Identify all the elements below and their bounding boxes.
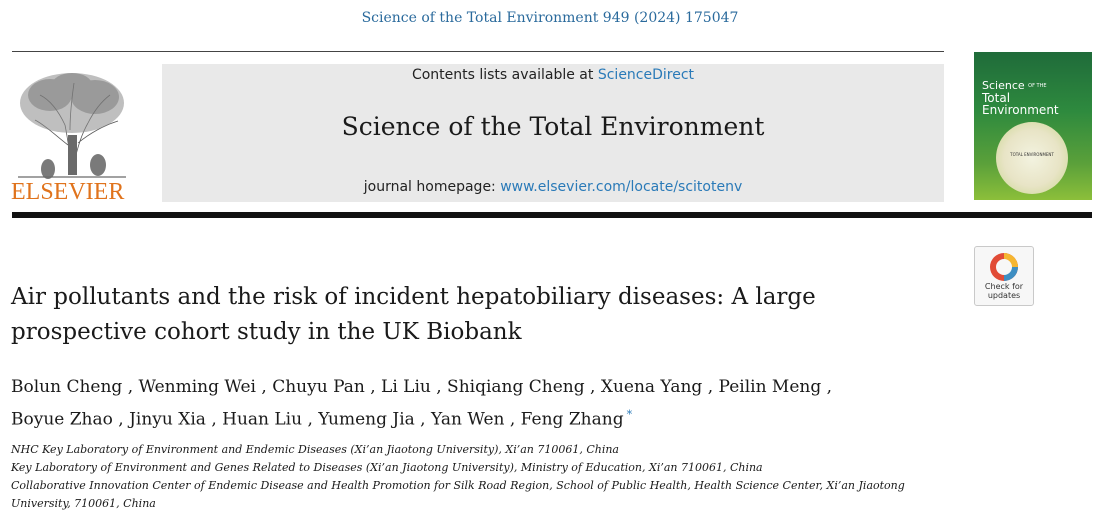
contents-prefix: Contents lists available at xyxy=(411,67,594,83)
cover-title xyxy=(982,80,1088,116)
check-updates-line1: Check for xyxy=(984,282,1024,291)
contents-availability xyxy=(162,67,944,83)
affiliations xyxy=(11,441,951,513)
check-updates-line2: updates xyxy=(987,291,1021,300)
homepage-prefix: journal homepage: xyxy=(363,179,496,195)
journal-homepage xyxy=(162,179,944,195)
check-for-updates-button[interactable] xyxy=(974,246,1034,306)
journal-title[interactable]: Science of the Total Environment xyxy=(341,112,765,141)
cover-title-line2: Total Environment xyxy=(982,91,1059,117)
authors-line-2 xyxy=(11,401,951,434)
cover-title-line1: Science xyxy=(982,79,1025,92)
journal-masthead xyxy=(162,64,944,202)
article-title: Air pollutants and the risk of incident hepatobiliary diseases: A large prospective cohort study in the UK Biobank xyxy=(11,284,816,345)
elsevier-wordmark[interactable]: ELSEVIER xyxy=(11,179,125,205)
top-divider xyxy=(12,51,944,52)
journal-cover-image[interactable] xyxy=(974,52,1092,200)
journal-reference[interactable]: Science of the Total Environment 949 (2024) 175047 xyxy=(361,10,739,26)
affiliation-3: Collaborative Innovation Center of Endemic Disease and Health Promotion for Silk Road Region, School of Public Health, Health Science Center, Xi’an Jiaotong University, 710061, China xyxy=(11,479,905,510)
corresponding-author-mark[interactable]: * xyxy=(626,408,633,421)
check-updates-label xyxy=(975,282,1033,300)
cover-emblem-label: TOTAL ENVIRONMENT xyxy=(1010,152,1054,157)
header-divider xyxy=(12,212,1092,218)
sciencedirect-link[interactable]: ScienceDirect xyxy=(597,67,695,83)
authors-line-1[interactable]: Bolun Cheng , Wenming Wei , Chuyu Pan , Li Liu , Shiqiang Cheng , Xuena Yang , Peilin Meng , xyxy=(11,377,833,397)
homepage-link[interactable]: www.elsevier.com/locate/scitotenv xyxy=(500,179,743,195)
cover-emblem xyxy=(996,122,1068,194)
check-updates-icon xyxy=(988,251,1020,283)
affiliation-2: Key Laboratory of Environment and Genes Related to Diseases (Xi’an Jiaotong University), Ministry of Education, Xi’an 710061, China xyxy=(11,461,763,474)
author-list xyxy=(11,373,951,434)
authors-line-2-text[interactable]: Boyue Zhao , Jinyu Xia , Huan Liu , Yumeng Jia , Yan Wen , Feng Zhang xyxy=(11,409,624,430)
affiliation-1: NHC Key Laboratory of Environment and Endemic Diseases (Xi’an Jiaotong University), Xi’an 710061, China xyxy=(11,443,619,456)
cover-of-the: OF THE xyxy=(1028,83,1047,89)
